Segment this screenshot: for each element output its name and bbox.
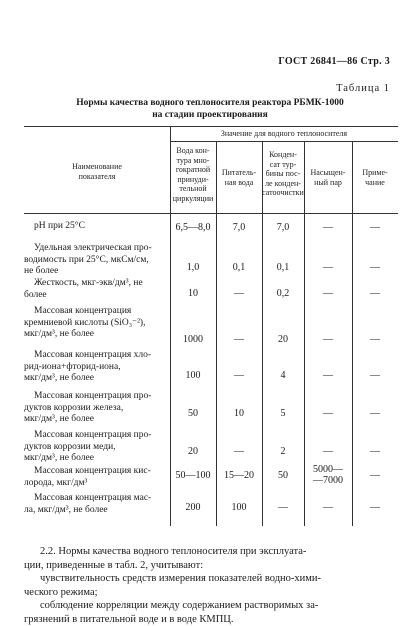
header-line: Питатель- bbox=[221, 168, 257, 177]
table-cell-value: 20 bbox=[188, 446, 198, 457]
paragraph-line: соблюдение корреляции между содержанием растворимых за- bbox=[40, 600, 319, 611]
table-cell-value: — bbox=[370, 262, 380, 273]
header-line: Конден- bbox=[269, 150, 297, 159]
table-row-name-line: мкг/дм³, не более bbox=[24, 414, 94, 424]
table-row-name bbox=[24, 391, 164, 426]
column-header-circuit-water bbox=[170, 146, 216, 203]
table-cell-value: 200 bbox=[185, 502, 201, 513]
table-cell-value: — bbox=[370, 408, 380, 419]
table-cell-value: 0,1 bbox=[232, 262, 246, 273]
table-row-name-line: не более bbox=[24, 266, 59, 276]
table-cell-value: 100 bbox=[231, 502, 247, 513]
header-line: гократной bbox=[175, 165, 211, 174]
column-header-name-line: показателя bbox=[78, 171, 116, 181]
table-title-line-1: Нормы качества водного теплоносителя реактора РБМК-1000 bbox=[76, 98, 344, 108]
table-cell-value: 5 bbox=[280, 408, 286, 419]
table-row-name-line: Массовая концентрация про- bbox=[34, 430, 152, 440]
table-row-name bbox=[24, 350, 164, 385]
table-row-name-line: рид-иона+фторид-иона, bbox=[24, 361, 121, 372]
paragraph-line: 2.2. Нормы качества водного теплоносителя при эксплуата- bbox=[40, 546, 307, 557]
page-header: ГОСТ 26841—86 Стр. 3 bbox=[278, 56, 390, 67]
table-cell-value: — bbox=[234, 370, 244, 381]
table-row-name-line: водимость при 25°C, мкСм/см, bbox=[24, 254, 149, 265]
table-title bbox=[60, 97, 360, 121]
table-cell-value: 1000 bbox=[183, 334, 203, 345]
table-row-name-line: дуктов коррозии меди, bbox=[24, 441, 116, 452]
paragraph-line: грязнений в питательной воде и в воде КМПЦ. bbox=[24, 613, 234, 625]
table-row-name-line: мкг/дм³, не более bbox=[24, 329, 94, 339]
table-cell-value: 10 bbox=[188, 288, 198, 299]
table-cell-value: 7,0 bbox=[232, 222, 246, 233]
table-cell-value: 100 bbox=[185, 370, 201, 381]
table-cell-value: — bbox=[278, 502, 288, 513]
table-cell-value: 50—100 bbox=[175, 470, 211, 481]
table-cell-value: 10 bbox=[234, 408, 244, 419]
table-cell-value: 50 bbox=[278, 470, 288, 481]
header-line: тельной bbox=[179, 184, 207, 193]
header-line: сат тур- bbox=[269, 159, 297, 169]
table-row-name-line: дуктов коррозии железа, bbox=[24, 402, 124, 413]
table-row-name-line: pH при 25°C bbox=[34, 221, 85, 231]
table-row-name-line: Массовая концентрация мас- bbox=[34, 493, 152, 503]
table-cell-value: — bbox=[323, 502, 333, 513]
header-line: Насыщен- bbox=[310, 168, 346, 177]
table-cell-value: — bbox=[370, 222, 380, 233]
table-cell-value: — bbox=[370, 370, 380, 381]
table-cell-value: 4 bbox=[280, 370, 286, 381]
table-row-name-line: ла, мкг/дм³, не более bbox=[24, 504, 108, 515]
table-row-name-line: Массовая концентрация bbox=[34, 306, 132, 316]
table-cell-value: — bbox=[323, 370, 333, 381]
column-header-saturated-steam bbox=[304, 168, 352, 187]
header-line: Вода кон- bbox=[176, 146, 210, 155]
column-header-name bbox=[24, 162, 170, 181]
table-cell-value: — bbox=[370, 334, 380, 345]
table-cell-value: 7,0 bbox=[276, 222, 290, 233]
table-row-name-line: мкг/дм³, не более bbox=[24, 453, 94, 463]
table-row-name-line: кремниевой кислоты (SiO₃⁻²), bbox=[24, 317, 146, 328]
column-group-header: Значение для водного теплоносителя bbox=[220, 129, 348, 138]
table-cell-value: 50 bbox=[188, 408, 198, 419]
table-cell-value: 20 bbox=[278, 334, 288, 345]
table-cell-value: 5000— —7000 bbox=[313, 464, 343, 486]
table-cell-value: — bbox=[370, 446, 380, 457]
table-cell-value: 6,5—8,0 bbox=[175, 222, 211, 233]
table-cell-value: — bbox=[370, 502, 380, 513]
table-cell-value: — bbox=[323, 446, 333, 457]
table-row-name-line: мкг/дм³, не более bbox=[24, 373, 94, 383]
header-line: ный пар bbox=[314, 177, 342, 187]
table-top-border bbox=[24, 126, 398, 127]
table-row-name-line: Массовая концентрация кис- bbox=[34, 466, 151, 476]
table-cell-value: — bbox=[370, 470, 380, 481]
table-cell-value: 0,1 bbox=[276, 262, 290, 273]
header-line: принуди- bbox=[177, 174, 209, 184]
table-cell-value: — bbox=[323, 288, 333, 299]
column-header-feed-water bbox=[216, 168, 262, 187]
header-line: циркуляции bbox=[172, 193, 214, 203]
table-row-name bbox=[24, 430, 164, 465]
table-row-name bbox=[24, 221, 164, 233]
header-line: тура мно- bbox=[176, 155, 210, 165]
table-row-name-line: более bbox=[24, 289, 47, 300]
group-header-border bbox=[170, 141, 398, 142]
header-line: бины пос- bbox=[265, 169, 301, 178]
paragraph-line: чувствительность средств измерения показателей водно-хими- bbox=[40, 573, 322, 584]
table-cell-value: 1,0 bbox=[186, 262, 200, 273]
table-cell-value: — bbox=[234, 446, 244, 457]
table-cell-value: — bbox=[323, 262, 333, 273]
header-line: сатоочистки bbox=[262, 188, 304, 197]
table-cell-value: — bbox=[323, 408, 333, 419]
column-header-condensate bbox=[262, 150, 304, 198]
table-row-name-line: Массовая концентрация про- bbox=[34, 391, 152, 401]
table-row-name bbox=[24, 243, 164, 278]
header-line: Приме- bbox=[362, 168, 388, 177]
table-row-name-line: Жесткость, мкг-экв/дм³, не bbox=[34, 278, 143, 288]
table-cell-value: — bbox=[323, 334, 333, 345]
table-row-name-line: Массовая концентрация хло- bbox=[34, 350, 152, 360]
table-row-name bbox=[24, 466, 164, 489]
paragraph-line: ции, приведенные в табл. 2, учитывают: bbox=[24, 559, 204, 571]
table-row-name-line: Удельная электрическая про- bbox=[34, 243, 152, 253]
header-line: чание bbox=[365, 177, 385, 187]
header-line: ле конден- bbox=[265, 178, 301, 188]
table-title-line-2: на стадии проектирования bbox=[152, 110, 268, 120]
table-cell-value: — bbox=[234, 334, 244, 345]
table-cell-value: — bbox=[234, 288, 244, 299]
table-row-name bbox=[24, 493, 164, 516]
table-cell-value: 2 bbox=[280, 446, 286, 457]
table-row-name bbox=[24, 278, 164, 301]
column-header-name-line: Наименование bbox=[72, 162, 122, 171]
header-bottom-border bbox=[24, 213, 398, 214]
table-row-name bbox=[24, 306, 164, 341]
header-line: ная вода bbox=[224, 177, 254, 187]
table-cell-value: — bbox=[323, 222, 333, 233]
body-paragraph bbox=[24, 545, 396, 626]
table-cell-value: 15—20 bbox=[224, 470, 254, 481]
column-header-note bbox=[352, 168, 398, 187]
table-cell-value: — bbox=[370, 288, 380, 299]
paragraph-line: ческого режима; bbox=[24, 586, 98, 598]
table-cell-value: 0,2 bbox=[276, 288, 290, 299]
table-number: Таблица 1 bbox=[336, 83, 390, 94]
table-row-name-line: лорода, мкг/дм³ bbox=[24, 477, 88, 488]
